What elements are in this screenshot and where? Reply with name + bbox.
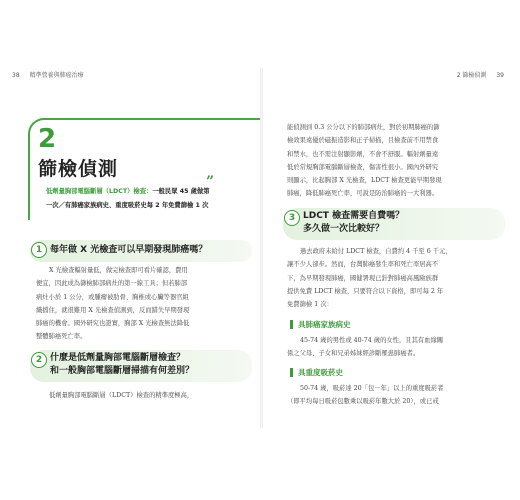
question-3-number: 3 — [284, 210, 300, 226]
text-line: 免費篩檢 1 次： — [287, 301, 333, 309]
text-line: 檢效果遠優於磁振造影和正子掃描，且檢查前不用禁食 — [287, 137, 439, 145]
quote-mark: ” — [206, 174, 215, 190]
right-running-head — [457, 70, 504, 79]
text-line: （即平均每日吸菸包數乘以吸菸年數大於 20），或已戒 — [287, 398, 439, 406]
text-line: 提供免費 LDCT 檢查，只要符合以下資格，即可每 2 年 — [287, 287, 444, 295]
text-line: 低劑量胸部電腦斷層（LDCT）檢查的精準度極高， — [49, 392, 194, 399]
subtitle-highlight: 低劑量胸部電腦斷層（LDCT）檢查： — [46, 188, 153, 195]
text-line: 病灶小於 1 公分，或腫瘤被肋骨、胸椎或心臟等器官組 — [36, 293, 189, 301]
right-paragraph-2 — [287, 245, 497, 311]
question-1-text: 每年做 X 光檢查可以早期發現肺癌嗎？ — [50, 245, 208, 255]
left-paragraph-1 — [36, 264, 254, 344]
right-paragraph-1 — [287, 121, 497, 201]
question-2-number: 2 — [31, 352, 47, 368]
left-running-title: 精準營養與肺癌治療 — [29, 72, 84, 79]
chapter-number: 2 — [38, 124, 57, 154]
right-running-title: 2 篩檢偵測 — [456, 72, 487, 79]
chapter-title: 篩檢偵測 — [38, 158, 119, 180]
section-heading-smoking-history: 具重度吸菸史 — [290, 368, 343, 377]
question-2-line1: 什麼是低劑量胸部電腦斷層檢查？ — [50, 353, 186, 363]
question-3-line1: LDCT 檢查需要自費嗎？ — [303, 211, 405, 221]
chapter-subtitle-line2: 一次／有肺癌家族病史、重度吸菸史每 2 年免費篩檢 1 次 — [46, 202, 209, 209]
text-line: 織擋住，就很難用 X 光檢查偵測到，反而錯失早期發現 — [36, 306, 190, 314]
right-paragraph-3 — [287, 334, 497, 361]
right-page-number: 39 — [496, 72, 504, 79]
text-line: 肺癌，降低肺癌死亡率，可說是防治肺癌的一大利器。 — [287, 190, 439, 198]
text-line: 低於常規胸部電腦斷層檢查，傷害性很小。國內外研究 — [287, 163, 439, 171]
text-line: 便宜，因此成為篩檢肺部病灶的第一線工具；但若肺部 — [36, 280, 188, 288]
chapter-subtitle-line1 — [46, 186, 210, 195]
question-1-number: 1 — [31, 242, 47, 258]
text-line: 下，為早期發現肺癌，國健署現已針對肺癌高風險族群 — [287, 274, 439, 282]
question-2-line2: 和一般胸部電腦斷層掃描有何差別？ — [50, 366, 195, 376]
text-line: 讓不少人卻步。然而，台灣肺癌發生率和死亡率居高不 — [287, 261, 439, 269]
left-page-number: 38 — [12, 72, 20, 79]
text-line: 則顯示，比起胸部 X 光檢查，LDCT 檢查更能早期發現 — [287, 177, 442, 185]
text-line: 過去政府未給付 LDCT 檢查，自費約 4 千至 6 千元， — [300, 248, 452, 255]
left-paragraph-2 — [36, 389, 254, 402]
question-3-text — [303, 210, 404, 236]
right-paragraph-4 — [287, 382, 497, 409]
text-line: 肺癌的機會。國外研究也證實，胸部 X 光檢查無法降低 — [36, 320, 190, 328]
text-line: 能偵測到 0.3 公分以下的肺部病灶，對於初期肺癌的篩 — [287, 124, 440, 131]
section-heading-family-history: 具肺癌家族病史 — [290, 320, 351, 329]
text-line: 45-74 歲的男性或 40-74 歲的女性，且其有血緣關 — [300, 337, 444, 344]
left-running-head — [12, 70, 84, 79]
subtitle-rest: 一般民眾 45 歲做第 — [152, 188, 210, 195]
text-line: 係之父母、子女和兄弟姊妹經診斷罹患肺癌者。 — [287, 350, 420, 358]
text-line: 和禁水，也不需注射顯影劑，不會不舒服。輻射劑量遠 — [287, 150, 439, 158]
text-line: 整體肺癌死亡率。 — [36, 333, 87, 341]
question-3-line2: 多久做一次比較好？ — [303, 224, 385, 234]
text-line: 50-74 歲，吸菸達 20「包－年」以上的重度吸菸者 — [300, 385, 444, 392]
text-line: X 光檢查輻射量低，做完檢查即可看片確認，費用 — [49, 267, 188, 274]
question-2-text — [50, 352, 194, 378]
